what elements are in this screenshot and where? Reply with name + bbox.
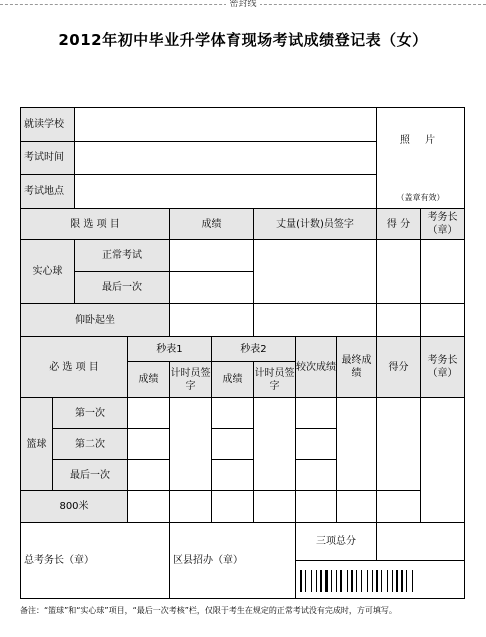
ball-normal-label: 正常考试 <box>75 240 170 272</box>
district-seal-label: 区县招办（章） <box>170 523 296 599</box>
barcode-bar <box>331 570 332 592</box>
stopwatch1-header: 秒表1 <box>128 337 212 362</box>
barcode-bar <box>318 570 319 592</box>
barcode-bar <box>412 570 413 592</box>
barcode-bar <box>404 570 405 592</box>
barcode-bar <box>349 570 350 592</box>
barcode-bar <box>336 570 337 592</box>
page-title: 2012年初中毕业升学体育现场考试成绩登记表（女） <box>58 31 428 49</box>
photo-note: （盖章有效） <box>396 193 445 202</box>
barcode-bar <box>325 570 328 592</box>
bb-points[interactable] <box>377 398 421 491</box>
required-chief-header: 考务长（章） <box>421 337 465 398</box>
footnote: 备注：“篮球”和“实心球”项目，“最后一次考核”栏，仅限于考生在规定的正常考试没有完成时，方可填写。 <box>20 606 397 615</box>
barcode-bar <box>313 570 315 592</box>
bb-first-sw1-score[interactable] <box>128 398 170 429</box>
sw1-timer-header: 计时员签字 <box>170 362 212 398</box>
best-header: 最终成绩 <box>337 337 377 398</box>
situp-points[interactable] <box>377 304 421 337</box>
bb-second-sw2-score[interactable] <box>212 429 254 460</box>
school-field[interactable] <box>75 108 377 142</box>
barcode-bar <box>414 570 415 592</box>
run800-sw1-score[interactable] <box>128 491 170 523</box>
exam-time-field[interactable] <box>75 141 377 175</box>
bb-last-label: 最后一次 <box>53 460 128 491</box>
bb-sw2-timer[interactable] <box>254 398 296 491</box>
seal-line-label: 密封线 <box>226 0 259 9</box>
photo-label: 照 片 <box>399 135 442 146</box>
exam-time-label: 考试时间 <box>21 141 75 175</box>
better-header: 较次成绩 <box>296 337 337 398</box>
school-label: 就读学校 <box>21 108 75 142</box>
seal-line <box>0 0 486 10</box>
barcode-bar <box>316 570 317 592</box>
barcode-bar <box>374 570 375 592</box>
sw1-score-header: 成绩 <box>128 362 170 398</box>
barcode-bar <box>369 570 371 592</box>
photo-box <box>377 108 465 209</box>
barcode-bar <box>347 570 348 592</box>
run800-label: 800米 <box>21 491 128 523</box>
barcode-bar <box>361 570 362 592</box>
situp-score[interactable] <box>170 304 254 337</box>
run800-points[interactable] <box>377 491 421 523</box>
exam-place-field[interactable] <box>75 175 377 209</box>
stopwatch2-header: 秒表2 <box>212 337 296 362</box>
bb-first-label: 第一次 <box>53 398 128 429</box>
run800-better[interactable] <box>296 491 337 523</box>
sw2-score-header: 成绩 <box>212 362 254 398</box>
bb-best[interactable] <box>337 398 377 491</box>
barcode-bar <box>383 570 386 592</box>
limited-points-header: 得 分 <box>377 209 421 240</box>
barcode-bar <box>320 570 322 592</box>
barcode-cell <box>296 561 465 599</box>
barcode-bar <box>338 570 339 592</box>
situp-signer[interactable] <box>254 304 377 337</box>
barcode-bar <box>389 570 391 592</box>
barcode-bar <box>406 570 407 592</box>
barcode-bar <box>399 570 400 592</box>
ball-signer[interactable] <box>254 240 377 304</box>
situp-chief[interactable] <box>421 304 465 337</box>
bb-last-sw1-score[interactable] <box>128 460 170 491</box>
barcode-bar <box>303 570 304 592</box>
run800-sw2-score[interactable] <box>212 491 254 523</box>
barcode-bar <box>379 570 380 592</box>
situp-label: 仰卧起坐 <box>21 304 170 337</box>
barcode-bar <box>367 570 368 592</box>
barcode-bar <box>354 570 355 592</box>
limited-score-header: 成绩 <box>170 209 254 240</box>
ball-points[interactable] <box>377 240 421 304</box>
barcode-bar <box>305 570 306 592</box>
required-points-header: 得分 <box>377 337 421 398</box>
barcode-bar <box>329 570 330 592</box>
barcode-bar <box>401 570 403 592</box>
ball-last-label: 最后一次 <box>75 272 170 304</box>
run800-sw2-timer[interactable] <box>254 491 296 523</box>
barcode-bar <box>396 570 398 592</box>
barcode-bar <box>343 570 346 592</box>
bb-sw1-timer[interactable] <box>170 398 212 491</box>
barcode-bar <box>340 570 342 592</box>
run800-sw1-timer[interactable] <box>170 491 212 523</box>
bb-second-better[interactable] <box>296 429 337 460</box>
barcode-bar <box>300 570 302 592</box>
barcode <box>296 568 464 592</box>
required-chief[interactable] <box>421 398 465 523</box>
bb-last-better[interactable] <box>296 460 337 491</box>
barcode-bar <box>351 570 353 592</box>
ball-last-score[interactable] <box>170 272 254 304</box>
bb-last-sw2-score[interactable] <box>212 460 254 491</box>
barcode-bar <box>311 570 312 592</box>
barcode-bar <box>356 570 357 592</box>
exam-place-label: 考试地点 <box>21 175 75 209</box>
barcode-bar <box>358 570 360 592</box>
barcode-bar <box>333 570 335 592</box>
barcode-bar <box>376 570 378 592</box>
bb-first-sw2-score[interactable] <box>212 398 254 429</box>
limited-chief-header: 考务长（章） <box>421 209 465 240</box>
score-form-table <box>20 107 465 599</box>
run800-best[interactable] <box>337 491 377 523</box>
ball-normal-score[interactable] <box>170 240 254 272</box>
barcode-bar <box>323 570 324 592</box>
bb-first-better[interactable] <box>296 398 337 429</box>
limited-signer-header: 丈量(计数)员签字 <box>254 209 377 240</box>
total-field[interactable] <box>377 523 465 561</box>
basketball-label: 篮球 <box>21 398 53 491</box>
barcode-bar <box>392 570 393 592</box>
barcode-bar <box>307 570 310 592</box>
sw2-timer-header: 计时员签字 <box>254 362 296 398</box>
barcode-bar <box>372 570 373 592</box>
ball-label: 实心球 <box>21 240 75 304</box>
bb-second-sw1-score[interactable] <box>128 429 170 460</box>
ball-chief[interactable] <box>421 240 465 304</box>
total-label: 三项总分 <box>296 523 377 561</box>
bb-second-label: 第二次 <box>53 429 128 460</box>
barcode-bar <box>363 570 366 592</box>
chief-seal-label: 总考务长（章） <box>21 523 170 599</box>
required-header: 必 选 项 目 <box>21 337 128 398</box>
barcode-bar <box>408 570 411 592</box>
barcode-bar <box>381 570 382 592</box>
barcode-bar <box>387 570 388 592</box>
barcode-bar <box>394 570 395 592</box>
limited-header: 限 选 项 目 <box>21 209 170 240</box>
